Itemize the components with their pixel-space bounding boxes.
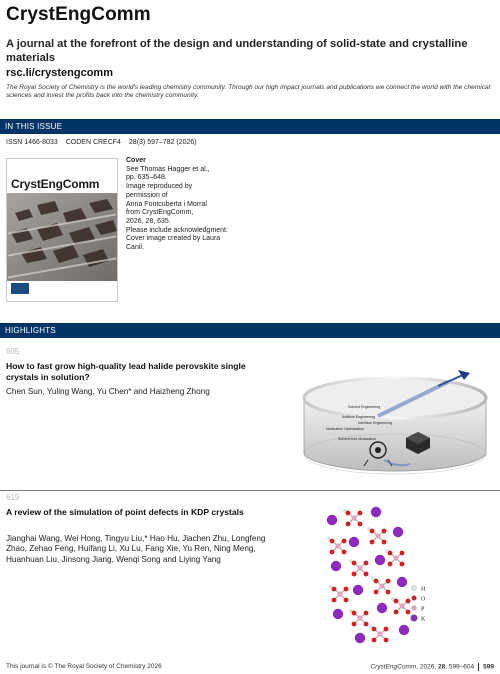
figure-label: Solvent-free Modulation (338, 437, 376, 441)
page-number: 599 (483, 663, 494, 671)
oxygen-atom (364, 572, 369, 577)
oxygen-atom (394, 610, 399, 615)
hydrogen-atom (350, 560, 353, 563)
hydrogen-atom (328, 538, 331, 541)
highlight-title[interactable]: How to fast grow high-quality lead halide perovskite single crystals in solution? (6, 361, 246, 382)
legend-label: K (421, 616, 426, 623)
phosphorus-atom (357, 565, 362, 570)
hydrogen-atom (350, 610, 353, 613)
potassium-atom (393, 527, 403, 537)
footer-copyright: This journal is © The Royal Society of Chemistry 2026 (6, 663, 162, 670)
phosphorus-atom (399, 603, 404, 608)
highlight-authors: Jianghai Wang, Wei Hong, Tingyu Liu,* Hao Hu, Jiachen Zhu, Longfeng Zhao, Zehao Feng, Huifang Li, Xu Lu, Fang Xie, Yu Ren, Ning Meng, Huanhuan Liu, Jinsong Jiang, Wenqi Song and Liying Yang (6, 534, 266, 564)
oxygen-atom (400, 562, 405, 567)
oxygen-atom (400, 551, 405, 556)
phosphorus-atom (335, 543, 340, 548)
cover-image[interactable] (6, 158, 118, 302)
highlight-page-number: 605 (6, 347, 20, 356)
kdp-crystal-figure (318, 502, 438, 652)
figure-label: Interface Engineering (358, 421, 393, 425)
oxygen-atom (330, 550, 335, 555)
legend-label: O (421, 596, 426, 603)
footer-separator (478, 663, 479, 671)
potassium-atom (355, 633, 365, 643)
footer-journal: CrystEngComm (370, 663, 417, 671)
legend-label: P (421, 606, 425, 613)
oxygen-atom (364, 561, 369, 566)
footer-year: , 2026, (416, 663, 438, 671)
legend-label: H (421, 586, 426, 593)
legend-swatch (411, 615, 418, 622)
journal-tagline: A journal at the forefront of the design and understanding of solid-state and crystalline materials (6, 38, 468, 64)
phosphorus-atom (393, 555, 398, 560)
oxygen-atom (364, 622, 369, 627)
cover-line: Canil. (126, 244, 144, 252)
potassium-atom (349, 537, 359, 547)
footer-citation (370, 663, 494, 671)
phosphorus-atom (357, 615, 362, 620)
highlight-divider (0, 490, 500, 491)
issn-line (6, 139, 203, 146)
oxygen-atom (382, 529, 387, 534)
journal-url[interactable]: rsc.li/crystengcomm (6, 67, 113, 79)
hydrogen-atom (372, 578, 375, 581)
phosphorus-atom (375, 533, 380, 538)
figure-label: Nucleation Optimization (326, 427, 364, 431)
figure-label: Solvent Engineering (348, 405, 381, 409)
cover-line: See Thomas Hagger et al., (126, 165, 210, 173)
oxygen-atom (352, 622, 357, 627)
oxygen-atom (352, 572, 357, 577)
oxygen-atom (332, 598, 337, 603)
oxygen-atom (372, 638, 377, 643)
cover-info (126, 157, 261, 253)
oxygen-atom (384, 627, 389, 632)
phosphorus-atom (351, 515, 356, 520)
cover-heading: Cover (126, 157, 146, 164)
oxygen-atom (406, 610, 411, 615)
hydrogen-atom (370, 626, 373, 629)
oxygen-atom (344, 598, 349, 603)
phosphorus-atom (377, 631, 382, 636)
legend-swatch (412, 596, 417, 601)
potassium-atom (399, 625, 409, 635)
cover-line: pp. 635–648. (126, 174, 167, 182)
cover-logo: CrystEngComm (11, 177, 100, 191)
potassium-atom (375, 555, 385, 565)
cover-line: 2026, 28, 635. (126, 217, 171, 225)
oxygen-atom (344, 587, 349, 592)
potassium-atom (397, 577, 407, 587)
oxygen-atom (374, 590, 379, 595)
oxygen-atom (364, 611, 369, 616)
potassium-atom (327, 515, 337, 525)
figure-label: Additive Engineering (342, 415, 375, 419)
journal-title: CrystEngComm (6, 4, 151, 25)
phosphorus-atom (337, 591, 342, 596)
cover-line: Anna Fontcuberta i Morral (126, 200, 207, 208)
cover-line: Please include acknowledgment: (126, 226, 228, 234)
potassium-atom (331, 561, 341, 571)
highlights-bar: HIGHLIGHTS (0, 323, 500, 338)
oxygen-atom (370, 540, 375, 545)
oxygen-atom (382, 540, 387, 545)
perovskite-figure (298, 368, 492, 476)
highlight-page-number: 619 (6, 493, 20, 502)
legend-swatch (412, 586, 417, 591)
potassium-atom (371, 507, 381, 517)
hydrogen-atom (392, 598, 395, 601)
cover-artwork (7, 193, 117, 281)
footer-volume: 28 (437, 663, 446, 671)
phosphorus-atom (379, 583, 384, 588)
in-this-issue-bar: IN THIS ISSUE (0, 119, 500, 134)
oxygen-atom (358, 511, 363, 516)
cover-line: permission of (126, 191, 168, 199)
legend-swatch (412, 606, 417, 611)
hydrogen-atom (386, 550, 389, 553)
oxygen-atom (406, 599, 411, 604)
potassium-atom (333, 609, 343, 619)
oxygen-atom (384, 638, 389, 643)
oxygen-atom (386, 590, 391, 595)
potassium-atom (353, 585, 363, 595)
oxygen-atom (342, 550, 347, 555)
volume-info: 28(3) 597–782 (2026) (128, 139, 197, 146)
rsc-logo (11, 283, 29, 294)
oxygen-atom (386, 579, 391, 584)
highlight-authors: Chen Sun, Yuling Wang, Yu Chen* and Haizheng Zhong (6, 387, 210, 396)
footer-pages: , 599–604 (445, 663, 475, 671)
cover-line: from CrystEngComm, (126, 209, 194, 217)
hydrogen-atom (344, 510, 347, 513)
oxygen-atom (358, 522, 363, 527)
issn: ISSN 1466-8033 (6, 139, 58, 146)
hydrogen-atom (368, 528, 371, 531)
oxygen-atom (342, 539, 347, 544)
oxygen-atom (346, 522, 351, 527)
cover-line: Cover image created by Laura (126, 235, 221, 243)
society-description: The Royal Society of Chemistry is the world's leading chemistry community. Through our high impact journals and publications we connect the world with the chemical sciences and invest the profits back into the chemistry community. (6, 84, 491, 100)
cover-line: Image reproduced by (126, 183, 193, 191)
coden: CODEN CRECF4 (65, 139, 121, 146)
oxygen-atom (388, 562, 393, 567)
highlight-title[interactable]: A review of the simulation of point defects in KDP crystals (6, 507, 244, 517)
hydrogen-atom (330, 586, 333, 589)
potassium-atom (377, 603, 387, 613)
